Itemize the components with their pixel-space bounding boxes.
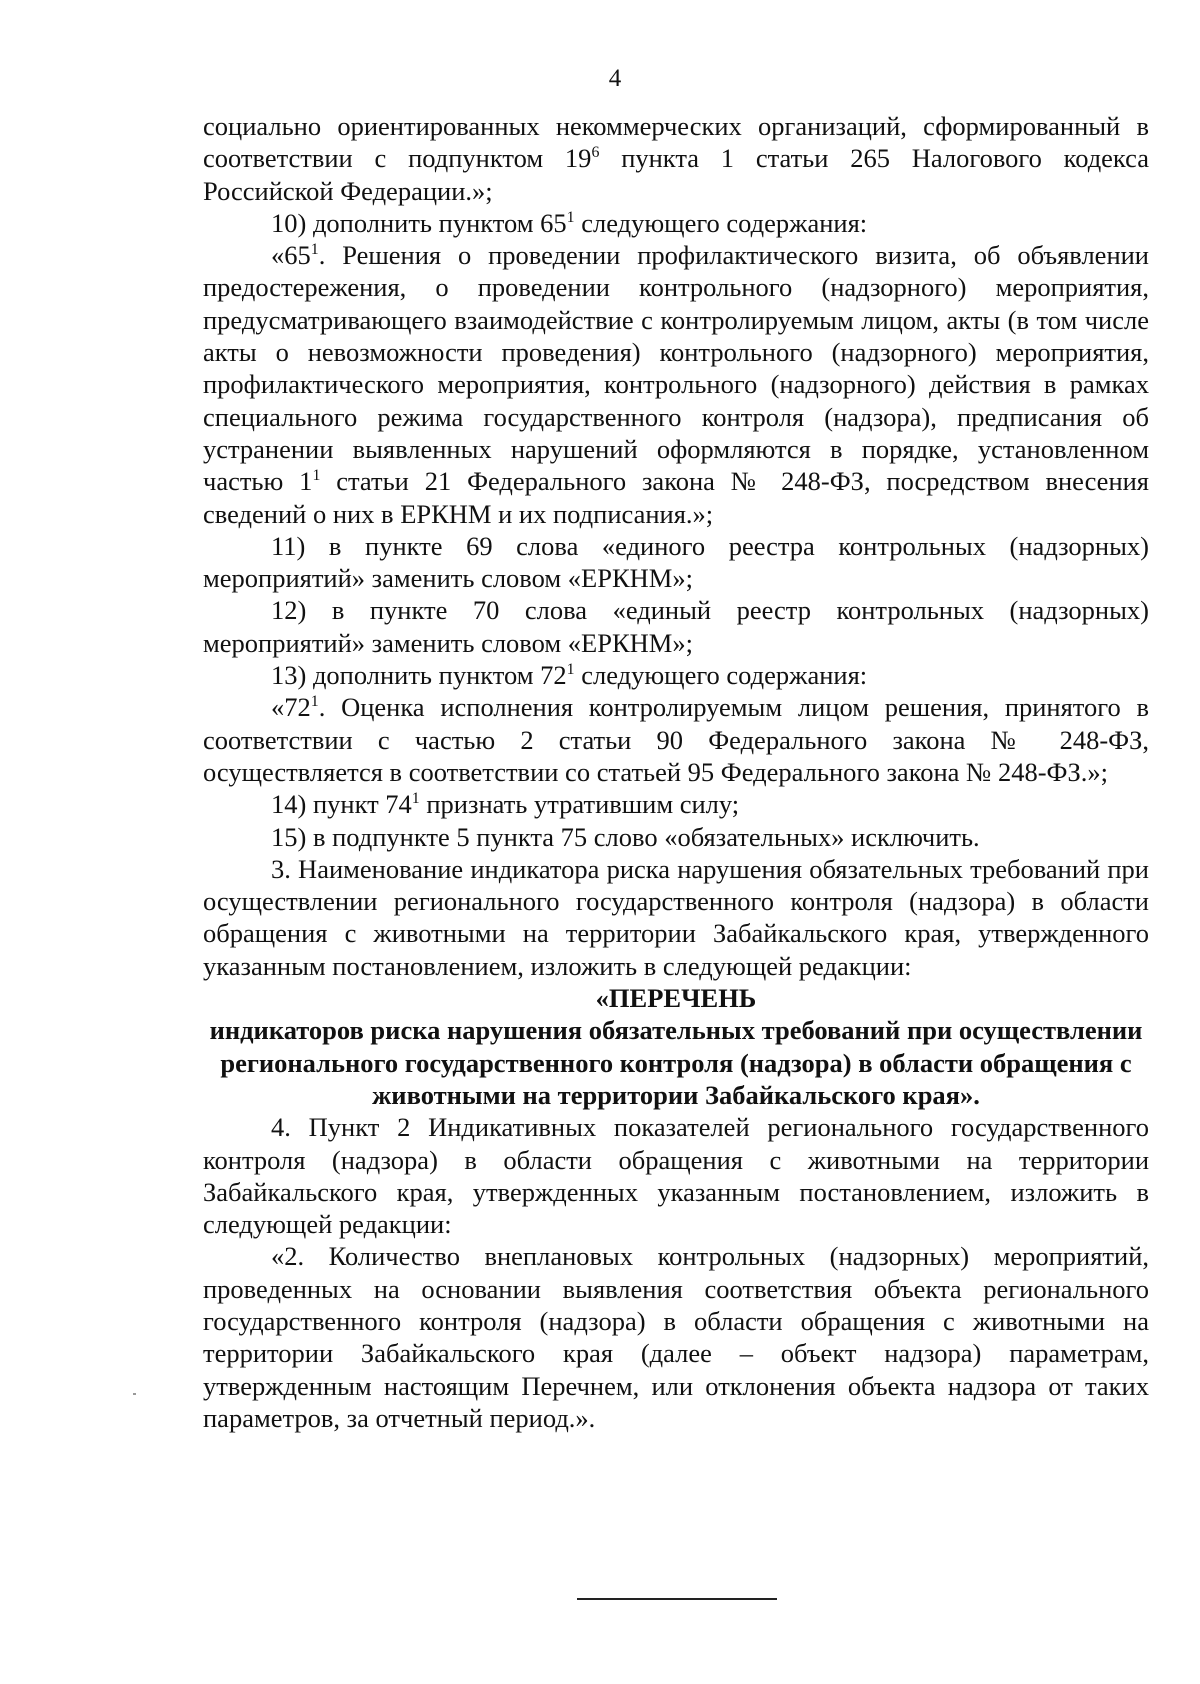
- paragraph-item-15: 15) в подпункте 5 пункта 75 слово «обязательных» исключить.: [271, 821, 980, 852]
- list-heading-title: «ПЕРЕЧЕНЬ: [595, 983, 757, 1014]
- superscript: 1: [312, 467, 321, 485]
- superscript: 6: [591, 144, 600, 162]
- paragraph-text: «72: [271, 692, 311, 723]
- superscript: 1: [310, 693, 319, 711]
- list-heading-subtitle: индикаторов риска нарушения обязательных требований при осуществлении регионального государственного контроля (надзора) в области обращения с животными на территории Забайкальского края».: [209, 1015, 1143, 1110]
- paragraph-text: 14) пункт 74: [271, 789, 412, 820]
- superscript: 1: [411, 790, 420, 808]
- paragraph-item-12: 12) в пункте 70 слова «единый реестр контрольных (надзорных) мероприятий» заменить словом «ЕРКНМ»;: [203, 595, 1149, 658]
- page-number: 4: [608, 65, 622, 92]
- paragraph-quote-2: «2. Количество внеплановых контрольных (надзорных) мероприятий, проведенных на основании выявления соответствия объекта регионального государственного контроля (надзора) в области обращения с животными на территории Забайкальского края (далее – объект надзора) параметрам, утвержденным настоящим Перечнем, или отклонения объекта надзора от таких параметров, за отчетный период.».: [203, 1241, 1149, 1433]
- paragraph-continuation: [203, 110, 1149, 207]
- paragraph-quote-72-1: [203, 691, 1149, 788]
- paragraph-quote-65-1: [203, 239, 1149, 530]
- paragraph-item-11: 11) в пункте 69 слова «единого реестра контрольных (надзорных) мероприятий» заменить словом «ЕРКНМ»;: [203, 530, 1149, 594]
- paragraph-text: социально ориентированных некоммерческих организаций, сформированный в соответствии с подпунктом 19: [203, 111, 1149, 174]
- paragraph-text: «65: [271, 240, 311, 271]
- paragraph-item-13: [203, 659, 1149, 691]
- paragraph-text: следующего содержания:: [574, 207, 868, 238]
- paragraph-text: 10) дополнить пунктом 65: [271, 207, 567, 238]
- paragraph-item-10: [203, 207, 1149, 239]
- superscript: 1: [566, 661, 575, 679]
- list-heading: [203, 982, 1149, 1111]
- paragraph-section-4: 4. Пункт 2 Индикативных показателей регионального государственного контроля (надзора) в области обращения с животными на территории Забайкальского края, утвержденных указанным постановлением, изложить в следующей редакции:: [203, 1112, 1149, 1240]
- paragraph-text: . Оценка исполнения контролируемым лицом решения, принятого в соответствии с частью 2 статьи 90 Федерального закона № 248-ФЗ, осуществляется в соответствии со статьей 95 Федерального закона № 248-ФЗ.»;: [203, 692, 1149, 787]
- paragraph-section-3: 3. Наименование индикатора риска нарушения обязательных требований при осуществлении регионального государственного контроля (надзора) в области обращения с животными на территории Забайкальского края, утвержденного указанным постановлением, изложить в следующей редакции:: [203, 853, 1149, 981]
- document-body: [203, 110, 1149, 1434]
- paragraph-text: следующего содержания:: [574, 660, 868, 691]
- paragraph-text: 13) дополнить пунктом 72: [271, 660, 567, 691]
- paragraph-text: признать утратившим силу;: [419, 789, 740, 820]
- paragraph-text: пункта 1 статьи 265 Налогового кодекса Российской Федерации.»;: [203, 143, 1149, 206]
- scan-speck: [133, 1393, 136, 1395]
- paragraph-text: статьи 21 Федерального закона № 248-ФЗ, посредством внесения сведений о них в ЕРКНМ и их подписания.»;: [203, 466, 1149, 529]
- superscript: 1: [566, 209, 575, 227]
- paragraph-item-14: [203, 788, 1149, 820]
- end-rule: [577, 1598, 777, 1600]
- paragraph-text: . Решения о проведении профилактического визита, об объявлении предостережения, о проведении контрольного (надзорного) мероприятия, предусматривающего взаимодействие с контролируемым лицом, акты (в том числе акты о невозможности проведения) контрольного (надзорного) мероприятия, профилактического мероприятия, контрольного (надзорного) действия в рамках специального режима государственного контроля (надзора), предписания об устранении выявленных нарушений оформляются в порядке, установленном частью 1: [203, 240, 1149, 497]
- superscript: 1: [310, 241, 319, 259]
